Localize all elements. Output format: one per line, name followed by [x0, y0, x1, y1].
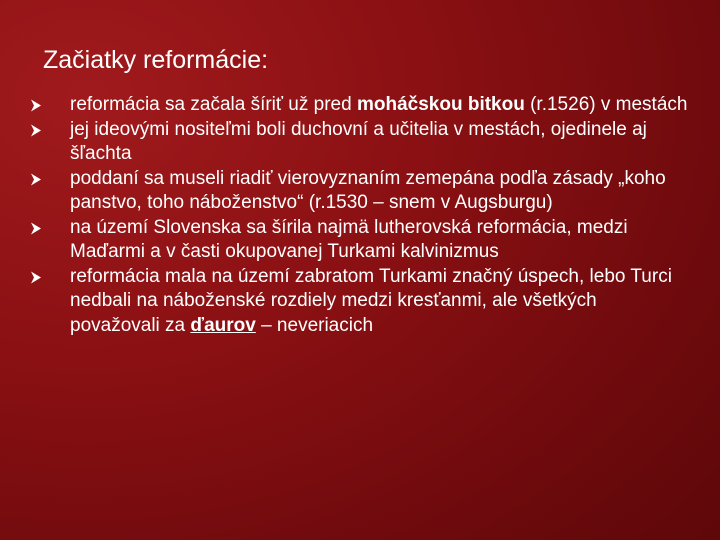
bullet-text: na území Slovenska sa šírila najmä lutherovská reformácia, medzi Maďarmi a v časti okupovanej Turkami kalvinizmus — [70, 216, 628, 262]
bullet-item — [30, 265, 690, 339]
bullet-text: reformácia mala na území zabratom Turkami značný úspech, lebo Turci nedbali na náboženské rozdiely medzi kresťanmi, ale všetkých považovali za — [70, 265, 672, 336]
arrowhead-bullet-icon — [30, 173, 42, 186]
bullet-text-end: – neveriacich — [255, 314, 374, 336]
bullet-item — [30, 167, 690, 216]
arrowhead-bullet-icon — [30, 271, 42, 284]
bullet-text-end: (r.1526) v mestách — [524, 94, 688, 115]
bullet-item — [30, 118, 690, 167]
arrowhead-bullet-icon — [30, 99, 42, 112]
arrowhead-bullet-icon — [30, 222, 42, 235]
bullet-list — [30, 93, 690, 338]
bullet-item — [30, 93, 690, 118]
bullet-emphasis: moháčskou bitkou — [356, 94, 525, 115]
bullet-text: poddaní sa museli riadiť vierovyznaním zemepána podľa zásady „koho panstvo, toho náboženstvo“ (r.1530 – snem v Augsburgu) — [70, 167, 666, 213]
bullet-emphasis: ďaurov — [190, 314, 256, 336]
arrowhead-bullet-icon — [30, 124, 42, 137]
bullet-item — [30, 216, 690, 265]
bullet-text: reformácia sa začala šíriť už pred — [70, 94, 357, 115]
bullet-text: jej ideovými nositeľmi boli duchovní a učitelia v mestách, ojedinele aj šľachta — [70, 118, 647, 164]
slide-title: Začiatky reformácie: — [43, 46, 269, 74]
